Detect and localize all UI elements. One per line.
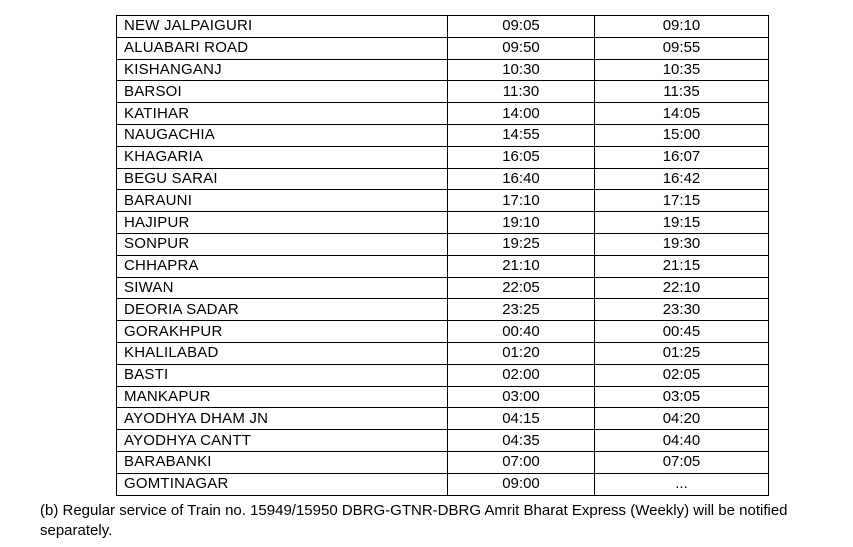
table-row (117, 408, 769, 430)
table-row (117, 37, 769, 59)
station-cell: BARAUNI (117, 190, 448, 212)
table-row (117, 277, 769, 299)
station-cell: CHHAPRA (117, 255, 448, 277)
table-row (117, 451, 769, 473)
arrival-time-cell: 04:15 (448, 408, 595, 430)
table-row (117, 299, 769, 321)
arrival-time-cell: 00:40 (448, 321, 595, 343)
arrival-time-cell: 11:30 (448, 81, 595, 103)
departure-time-cell: 10:35 (595, 59, 769, 81)
departure-time-cell: 15:00 (595, 124, 769, 146)
departure-time-cell: 02:05 (595, 364, 769, 386)
arrival-time-cell: 04:35 (448, 430, 595, 452)
table-row (117, 168, 769, 190)
station-cell: GOMTINAGAR (117, 473, 448, 495)
departure-time-cell: 09:55 (595, 37, 769, 59)
station-cell: KHALILABAD (117, 342, 448, 364)
departure-time-cell: 16:07 (595, 146, 769, 168)
station-cell: AYODHYA DHAM JN (117, 408, 448, 430)
station-cell: KATIHAR (117, 103, 448, 125)
timetable (116, 15, 769, 496)
arrival-time-cell: 19:10 (448, 212, 595, 234)
arrival-time-cell: 22:05 (448, 277, 595, 299)
table-row (117, 386, 769, 408)
arrival-time-cell: 02:00 (448, 364, 595, 386)
table-row (117, 321, 769, 343)
station-cell: BASTI (117, 364, 448, 386)
station-cell: MANKAPUR (117, 386, 448, 408)
departure-time-cell: 14:05 (595, 103, 769, 125)
table-row (117, 146, 769, 168)
arrival-time-cell: 01:20 (448, 342, 595, 364)
table-row (117, 212, 769, 234)
departure-time-cell: 04:40 (595, 430, 769, 452)
departure-time-cell: 09:10 (595, 16, 769, 38)
table-row (117, 124, 769, 146)
departure-time-cell: 00:45 (595, 321, 769, 343)
service-note: (b) Regular service of Train no. 15949/15950 DBRG-GTNR-DBRG Amrit Bharat Express (Weekly) will be notified separately. (40, 502, 788, 539)
arrival-time-cell: 09:50 (448, 37, 595, 59)
station-cell: BARSOI (117, 81, 448, 103)
station-cell: HAJIPUR (117, 212, 448, 234)
table-row (117, 103, 769, 125)
departure-time-cell: 22:10 (595, 277, 769, 299)
station-cell: NAUGACHIA (117, 124, 448, 146)
departure-time-cell: 19:15 (595, 212, 769, 234)
departure-time-cell: 04:20 (595, 408, 769, 430)
station-cell: KHAGARIA (117, 146, 448, 168)
departure-time-cell: 11:35 (595, 81, 769, 103)
departure-time-cell: 07:05 (595, 451, 769, 473)
station-cell: BARABANKI (117, 451, 448, 473)
station-cell: SIWAN (117, 277, 448, 299)
table-row (117, 16, 769, 38)
arrival-time-cell: 16:05 (448, 146, 595, 168)
station-cell: NEW JALPAIGURI (117, 16, 448, 38)
arrival-time-cell: 07:00 (448, 451, 595, 473)
departure-time-cell: 03:05 (595, 386, 769, 408)
table-row (117, 342, 769, 364)
departure-time-cell: 16:42 (595, 168, 769, 190)
table-row (117, 59, 769, 81)
arrival-time-cell: 14:00 (448, 103, 595, 125)
departure-time-cell: 21:15 (595, 255, 769, 277)
arrival-time-cell: 09:05 (448, 16, 595, 38)
departure-time-cell: 23:30 (595, 299, 769, 321)
arrival-time-cell: 09:00 (448, 473, 595, 495)
station-cell: GORAKHPUR (117, 321, 448, 343)
arrival-time-cell: 19:25 (448, 233, 595, 255)
station-cell: KISHANGANJ (117, 59, 448, 81)
departure-time-cell: 01:25 (595, 342, 769, 364)
arrival-time-cell: 03:00 (448, 386, 595, 408)
arrival-time-cell: 16:40 (448, 168, 595, 190)
arrival-time-cell: 21:10 (448, 255, 595, 277)
table-row (117, 430, 769, 452)
table-row (117, 473, 769, 495)
arrival-time-cell: 14:55 (448, 124, 595, 146)
station-cell: BEGU SARAI (117, 168, 448, 190)
table-row (117, 233, 769, 255)
table-row (117, 81, 769, 103)
arrival-time-cell: 23:25 (448, 299, 595, 321)
table-row (117, 255, 769, 277)
arrival-time-cell: 10:30 (448, 59, 595, 81)
arrival-time-cell: 17:10 (448, 190, 595, 212)
departure-time-cell: 19:30 (595, 233, 769, 255)
departure-time-cell: ... (595, 473, 769, 495)
station-cell: SONPUR (117, 233, 448, 255)
station-cell: ALUABARI ROAD (117, 37, 448, 59)
timetable-body (117, 16, 769, 496)
table-row (117, 190, 769, 212)
departure-time-cell: 17:15 (595, 190, 769, 212)
station-cell: AYODHYA CANTT (117, 430, 448, 452)
table-row (117, 364, 769, 386)
station-cell: DEORIA SADAR (117, 299, 448, 321)
